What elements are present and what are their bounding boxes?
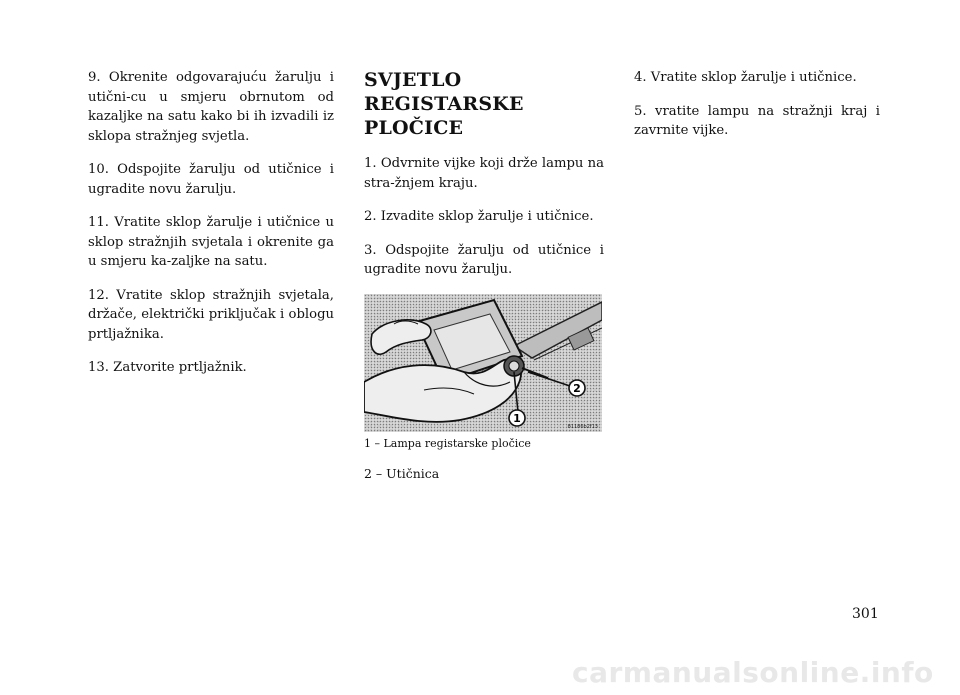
figure-code: 81186b2f13 — [567, 423, 598, 430]
plate-step-5: 5. vratite lampu na stražnji kraj i zavrnite vijke. — [634, 103, 880, 138]
plate-step-1: 1. Odvrnite vijke koji drže lampu na stra-žnjem kraju. — [364, 156, 604, 191]
step-11: 11. Vratite sklop žarulje i utičnice u sklop stražnjih svjetala i okrenite ga u smjeru ka-zaljke na satu. — [88, 215, 334, 269]
illustration-drawing — [364, 294, 602, 432]
callout-1: 1 — [513, 411, 521, 425]
plate-step-2: 2. Izvadite sklop žarulje i utičnice. — [364, 209, 594, 224]
left-column — [88, 68, 334, 392]
caption-1: 1 – Lampa registarske pločice — [364, 436, 531, 450]
middle-column — [364, 68, 604, 496]
step-13: 13. Zatvorite prtljažnik. — [88, 360, 247, 375]
page-number: 301 — [852, 606, 879, 622]
callout-2: 2 — [573, 381, 581, 395]
step-9: 9. Okrenite odgovarajuću žarulju i utični-cu u smjeru obrnutom od kazaljke na satu kako bi ih izvadili iz sklopa stražnjeg svjetla. — [88, 70, 334, 144]
caption-2: 2 – Utičnica — [364, 465, 440, 481]
step-12: 12. Vratite sklop stražnjih svjetala, držače, električki priključak i oblogu prtljažnika. — [88, 287, 334, 342]
watermark: carmanualsonline.info — [572, 656, 934, 689]
section-title: SVJETLO REGISTARSKE PLOČICE — [364, 69, 524, 139]
right-column — [634, 68, 880, 155]
plate-step-3: 3. Odspojite žarulju od utičnice i ugradite novu žarulju. — [364, 242, 604, 277]
step-10: 10. Odspojite žarulju od utičnice i ugradite novu žarulju. — [88, 162, 334, 197]
license-lamp-illustration — [364, 294, 602, 432]
plate-step-4: 4. Vratite sklop žarulje i utičnice. — [634, 70, 857, 85]
